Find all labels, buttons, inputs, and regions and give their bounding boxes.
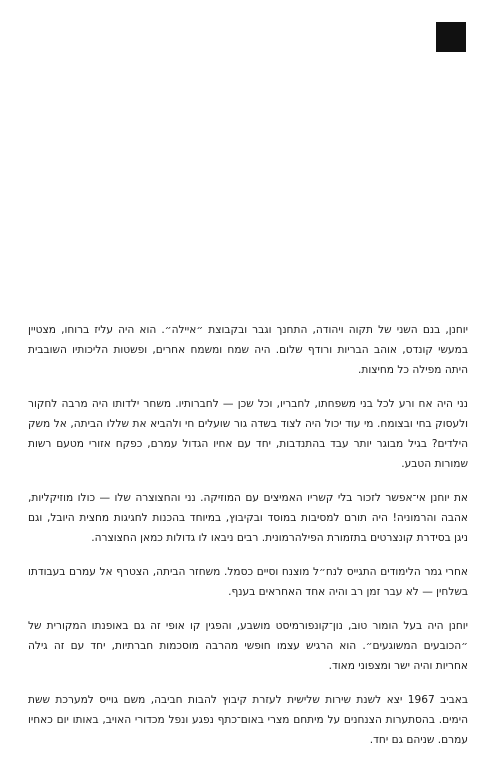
- corner-page-mark: [436, 22, 466, 52]
- paragraph-army: אחרי גמר הלימודים התגייס לנח״ל מוצנח וסיים כסמל. משחזר הביתה, הצטרף אל עמרם בעבודתו בשלחין — לא עבר זמן רב והיה אחד האחראים בענף.: [28, 566, 468, 598]
- memorial-text: [28, 320, 468, 764]
- paragraph-character: יוחנן היה בעל הומור טוב, נון־קונפורמיסט מושבע, והפגין קו אופי זה גם באופנתו המקורית של ״הכובעים המשוגעים״. הוא הרגיש עצמו חופשי מהרבה מוסכמות חברתיות, יחד עם זה גילה אחריות והיה ישר ומצפוני מאוד.: [28, 620, 468, 672]
- paragraph-childhood: יוחנן, בנם השני של תקוה ויהודה, התחנך וגבר ובקבוצת ״איילה״. הוא היה עליז ברוחו, מצטיין במעשי קונדס, אוהב הבריות ורודף שלום. היה שמח ומשמח אחרים, ופשטות הליכותיו השובבית היתה מפילה כל מחיצות.: [28, 324, 468, 376]
- paragraph-nature: נני היה אח ורע לכל בני משפחתו, לחבריו, וכל שכן — לחברותיו. משחר ילדותו היה מרבה לחקור ולעסוק בחי ובצומח. מי עוד יכול היה לצוד בשדה גור שועלים חי ולהביא את שללו הביתה, אל משק הילדים? בגיל מבוגר יותר עבד בהתנדבות, יחד עם אחיו הגדול עמרם, כפקח אזורי מטעם רשות שמורות הטבע.: [28, 398, 468, 470]
- paragraph-music: את יוחנן אי־אפשר לזכור בלי קשריו האמיצים עם המוזיקה. נני והחצוצרה שלו — כולו מוזיקליות, אהבה והרמוניה! היה תורם למסיבות במוסד ובקיבוץ, במיוחד בהכנות לחגיגות מחצית היובל, וגם ניגן בסידרת קונצרטים בתזמורת הפילהרמונית. רבים ניבאו לו גדולות כמאן החצוצרה.: [28, 492, 468, 544]
- paragraph-fall: באביב 1967 יצא לשנת שירות שלישית לעזרת קיבוץ להבות חביבה, משם גוייס למערכת ששת הימים. בהסתערות הצנחנים על מיתחם מצרי באום־כתף נפגע ונפל מכדורי האויב, באותו יום כאחיו עמרם. שניהם גם יחד.: [28, 694, 468, 746]
